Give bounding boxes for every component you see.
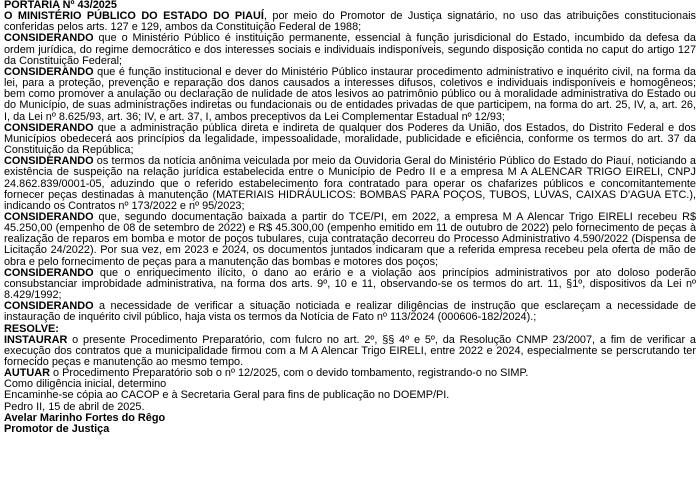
considerando-paragraph [4, 268, 696, 301]
signature-name: Avelar Marinho Fortes do Rêgo [4, 411, 166, 424]
considerando-paragraph [4, 123, 696, 156]
considerando-paragraph [4, 212, 696, 268]
paragraph-text: que é função institucional e dever do Ministério Público instaurar procedimento administrativo e inquérito civil, na forma da lei, para a proteção, prevenção e reparação dos danos causados a interesses difusos, coletivos e individuais indisponíveis e homogêneos; bem como promover a anulação ou declaração de nulidade de atos lesivos ao patrimônio público ou à moralidade administrativa do Estado ou do Município, de suas administrações indiretas ou fundacionais ou de entidades privadas de que participem, na forma do art. 25, IV, a, art. 26, I, da Lei nº 8.625/93, art. 36; IV, e art. 37, I, ambos preceptivos da Lei Complementar Estadual nº 12/93; [4, 65, 696, 123]
closing-line: Encaminhe-se cópia ao CACOP e à Secretaria Geral para fins de publicação no DOEMP/PI. [4, 389, 450, 402]
paragraph-lead: CONSIDERANDO [4, 266, 94, 279]
preamble-paragraph [4, 11, 696, 33]
paragraph-lead: CONSIDERANDO [4, 300, 94, 313]
paragraph-lead: CONSIDERANDO [4, 121, 94, 134]
paragraph-text: que o Ministério Público é instituição permanente, essencial à função jurisdicional do Estado, incumbido da defesa da ordem jurídica, do regime democrático e dos interesses sociais e individuais indisponíveis, segundo disposição contida no caput do artigo 127 da Constituição Federal; [4, 32, 696, 67]
resolve-item [4, 335, 696, 368]
signature-role: Promotor de Justiça [4, 422, 110, 435]
paragraph-lead: CONSIDERANDO [4, 210, 94, 223]
resolve-item-lead: AUTUAR [4, 367, 50, 380]
considerando-paragraph [4, 33, 696, 66]
document-title: PORTARIA Nº 43/2025 [4, 0, 117, 11]
paragraph-lead: O MINISTÉRIO PÚBLICO DO ESTADO DO PIAUÍ [4, 10, 264, 23]
paragraph-text: que a administração pública direta e indireta de qualquer dos Poderes da União, dos Estados, do Distrito Federal e dos Municípios obedecerá aos princípios da legalidade, impessoalidade, moralidade, publicidade e eficiência, conforme os termos do art. 37 da Constituição da República; [4, 121, 696, 157]
paragraph-text: a necessidade de verificar a situação noticiada e realizar diligências de instrução que esclareçam a necessidade de instauração de inquérito civil público, haja vista os termos da Notícia de Fato nº 113/2024 (000606-182/2024).; [4, 300, 696, 324]
closing-line: Pedro II, 15 de abril de 2025. [4, 400, 145, 413]
resolve-item-text: o Procedimento Preparatório sob o nº 12/2025, com o devido tombamento, registrando-o no SIMP. [49, 367, 529, 380]
resolve-item-lead: INSTAURAR [4, 333, 68, 346]
closing-line: Como diligência inicial, determino [4, 378, 167, 391]
paragraph-lead: CONSIDERANDO [4, 65, 94, 78]
paragraph-lead: CONSIDERANDO [4, 155, 94, 168]
considerando-paragraph [4, 301, 696, 323]
paragraph-text: que o enriquecimento ilícito, o dano ao erário e a violação aos princípios administrativos por ato doloso poderão consubstanciar improbidade administrativa, na forma dos arts. 9º, 10 e 11, observando-se os termos do art. 11, §1º, dispositivos da Lei nº 8.429/1992; [4, 266, 696, 302]
paragraph-lead: CONSIDERANDO [4, 32, 94, 45]
paragraph-text: que, segundo documentação baixada a partir do TCE/PI, em 2022, a empresa M A Alencar Trigo EIRELI recebeu R$ 45.250,00 (empenho de 08 de setembro de 2022) e R$ 45.300,00 (empenho emitido em 11 de outubro de 2022) pelo fornecimento de peças à realização de reparos em bomba e motor de poços tubulares, cuja contratação decorreu do Processo Administrativo 4.590/2022 (Dispensa de Licitação 24/2022). Por sua vez, em 2023 e 2024, os documentos juntados indicaram que a referida empresa recebeu pela oferta de mão de obra e pelo fornecimento de peças para a manutenção das bombas e motores dos poços; [4, 210, 696, 268]
paragraph-text: , por meio do Promotor de Justiça signatário, no uso das atribuições constitucionais conferidas pelos arts. 127 e 129, ambos da Constituição Federal de 1988; [4, 10, 696, 34]
resolve-heading: RESOLVE: [4, 322, 59, 335]
considerando-paragraph [4, 67, 696, 123]
paragraph-text: os termos da notícia anônima veiculada por meio da Ouvidoria Geral do Ministério Público do Estado do Piauí, noticiando a existência de suspeição na relação jurídica estabelecida entre o Município de Pedro II e a empresa M A ALENCAR TRIGO EIRELI, CNPJ 24.862.839/0001-05, aduzindo que o referido estabelecimento fora contratado para operar os chafarizes públicos e concomitantemente fornecer peças destinadas à manutenção (MATERIAIS HIDRÁULICOS: BOMBAS PARA POÇOS, TUBOS, LUVAS, CAIXAS D'AGUA ETC.), indicando os Contratos nº 173/2022 e nº 95/2023; [4, 155, 696, 212]
resolve-item-text: o presente Procedimento Preparatório, com fulcro no art. 2º, §§ 4º e 5º, da Resolução CNMP 23/2007, a fim de verificar a execução dos contratos que a municipalidade firmou com a M A Alencar Trigo EIRELI, entre 2022 e 2024, especialmente se perscrutando ter fornecido peças e manutenção ao mesmo tempo. [4, 333, 696, 368]
considerando-paragraph [4, 156, 696, 212]
